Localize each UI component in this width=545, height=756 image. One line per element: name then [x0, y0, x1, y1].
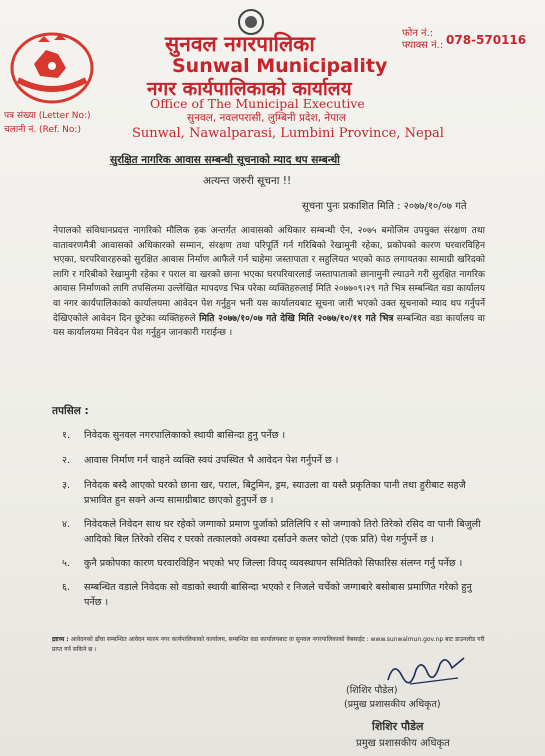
list-item	[62, 428, 490, 443]
item-text: कुनै प्रकोपका कारण घरवारविहिन भएको भए जिल्ला विपद् व्यवस्थापन समितिको सिफारिस संलग्न गर्नु पर्नेछ ।	[84, 558, 463, 569]
republish-date: सूचना पुनः प्रकाशित मिति : २०७७/१०/०७ गते	[302, 201, 467, 212]
tapasil-heading: तपसिल :	[52, 405, 89, 417]
office-title-ne: नगर कार्यपालिकाको कार्यालय	[147, 78, 352, 100]
list-item	[62, 453, 490, 468]
item-text: आवास निर्माण गर्न चाहने व्यक्ति स्वयं उपस्थित भै आवेदन पेश गर्नुपर्ने छ ।	[84, 455, 339, 466]
reference-labels	[4, 109, 91, 137]
paragraph-deadline: मिति २०७७/१०/०७ गते देखि मिति २०७७/१०/११ गते भित्र	[199, 313, 394, 324]
item-text: निवेदक बस्दै आएको घरको छाना खर, पराल, बिटुमिन, ड्रम, स्याउला वा यस्तै प्रकृतिका पानी तथा हुरीबाट सहजै प्रभावित हुन सक्ने अन्य सामाग्रीबाट छाएको हुनुपर्ने छ ।	[84, 480, 466, 506]
signatory-title: (प्रमुख प्रशासकीय अधिकृत)	[344, 699, 441, 710]
municipality-title-en: Sunwal Municipality	[172, 55, 388, 77]
contact-labels	[402, 28, 443, 52]
municipality-title-ne: सुनवल नगरपालिका	[165, 32, 315, 56]
notice-subject: सुरक्षित नागरिक आवास सम्बन्धी सूचनाको म्याद थप सम्बन्धी	[110, 154, 340, 166]
list-item	[62, 478, 490, 508]
urgent-heading: अत्यन्त जरुरी सूचना !!	[203, 175, 292, 187]
item-number: ३.	[62, 480, 71, 491]
list-item	[62, 517, 490, 547]
ref-no-label: चलानी नं. (Ref. No:)	[4, 125, 81, 135]
address-en: Sunwal, Nawalparasi, Lumbini Province, Nepal	[132, 126, 444, 141]
office-title-en: Office of The Municipal Executive	[150, 96, 365, 111]
item-number: २.	[62, 455, 71, 466]
item-text: निवेदकले निवेदन साथ घर रहेको जग्गाको प्रमाण पुर्जाको प्रतिलिपि र सो जग्गाको तिरो तिरेको रसिद वा पानी बिजुली आदिको बिल तिरेको रसिद र घरको तत्कालको अवस्था दर्साउने कलर फोटो (एक प्रति) पेश गर्नुपर्ने छ ।	[84, 519, 481, 545]
letter-no-label: पत्र संख्या (Letter No:)	[4, 111, 91, 121]
item-number: ६.	[62, 582, 71, 593]
paragraph-end: सम्बन्धित वडा कार्यालय वा यस कार्यालयमा निवेदन पेश गर्नुहुन जानकारी गराईन्छ ।	[53, 313, 485, 339]
item-number: ४.	[62, 519, 71, 530]
fax-label: फ्याक्स नं.:	[402, 40, 444, 51]
item-number: १.	[62, 430, 71, 441]
stamp-name: शिशिर पौडेल	[372, 720, 424, 733]
list-item	[62, 556, 490, 571]
nepal-emblem-icon	[8, 28, 96, 106]
phone-label: फोन नं.:	[402, 28, 434, 39]
stamp-title: प्रमुख प्रशासकीय अधिकृत	[356, 738, 450, 749]
notice-paragraph	[53, 224, 485, 341]
paragraph-main: नेपालको संविधानप्रदत्त नागरिको मौलिक हक अन्तर्गत आवासको अधिकार सम्बन्धी ऐन, २०७५ बमोजिम उपयुक्त संरक्षण तथा वातावरणमैत्री आवासको अधिकारको सम्मान, संरक्षण तथा परिपूर्ति गर्न गरिबिको रेखामुनी रहेका, प्रकोपको कारण घरवारविहिन भएका, घरपरिवारहरुको सुरक्षित आवास निर्माण आफैले गर्न चाहेमा जस्तापाता र सहुलियत भएको काठ लगायतका सामाग्री खरिदको लागि र गरिबीको रेखामुनी रहेका र पराल वा खरको छाना भएका घरपरिवारलाई जस्तापाताको छानामुनी ल्याउने गरी सुरक्षित नागरिक आवास निर्माणको लागि तपसिलमा उल्लेखित मापदण्ड भित्र परेका व्यक्तिहरुलाई मिति २०७७०९।२९ गते भित्र सम्बन्धित वडा कार्यालय वा नगर कार्यपालिकाको कार्यालयमा आवेदन पेश गर्नुहुन भनी यस कार्यालयबाट सूचना जारी भएको उक्त सूचनाको म्याद थप गर्नुपर्ने देखिएकोले आवेदन दिन छुटेका व्यक्तिहरुले	[53, 226, 485, 324]
item-text: सम्बन्धित वडाले निवेदक सो वडाको स्थायी बासिन्दा भएको र निजले चर्चेको जग्गाबारे बसोबास प्रमाणित गरेको हुनु पर्नेछ ।	[84, 582, 472, 608]
signatory-name: (शिशिर पौडेल)	[346, 685, 398, 696]
criteria-list	[62, 428, 490, 610]
footnote-text: आवेदनको ढाँचा सम्बन्धित आवेदन फारम नगर कार्यपालिकाको कार्यालय, सम्बन्धित वडा कार्यालयबाट वा सुनवल नगरपालिकाको वेबसाईट : www.sunwalmun.gov.np बाट डाउनलोड गरी प्राप्त गर्न सकिने छ ।	[52, 636, 485, 653]
footnote-label: द्रष्टव्य :	[52, 636, 69, 643]
address-ne: सुनवल, नवलपरासी, लुम्बिनी प्रदेश, नेपाल	[187, 112, 346, 124]
phone-number: 078-570116	[446, 33, 527, 47]
item-text: निवेदक सुनवल नगरपालिकाको स्थायी बासिन्दा हुनु पर्नेछ ।	[84, 430, 286, 441]
list-item	[62, 580, 490, 610]
item-number: ५.	[62, 558, 71, 569]
